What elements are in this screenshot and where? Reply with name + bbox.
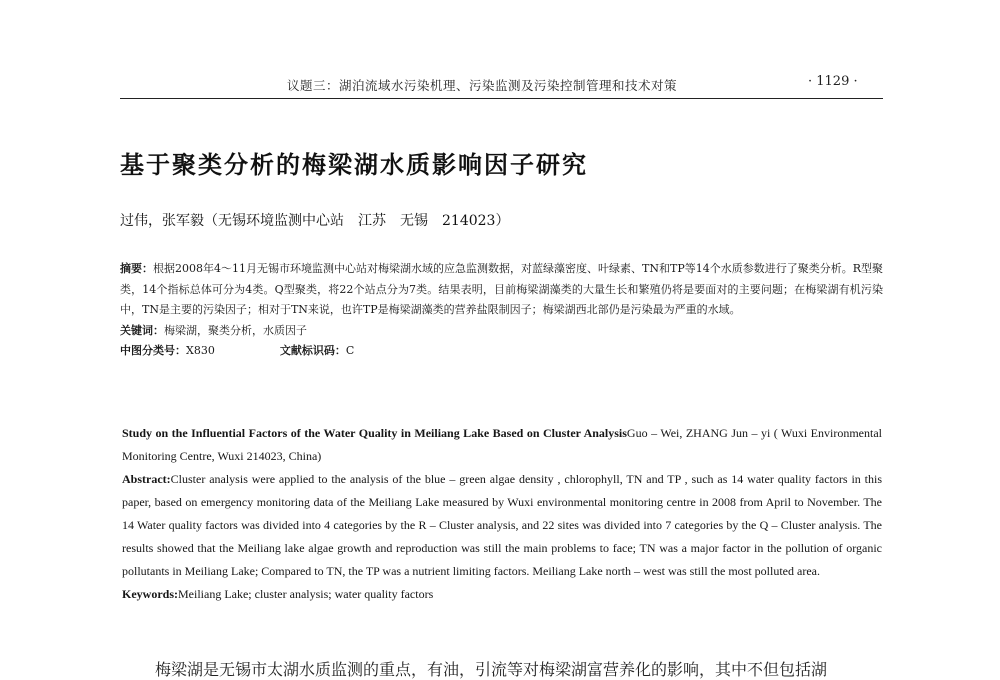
english-keywords	[122, 583, 882, 606]
english-keywords-text: Meiliang Lake; cluster analysis; water quality factors	[178, 587, 434, 601]
chinese-abstract	[120, 259, 883, 321]
abstract-label: 摘要：	[120, 262, 154, 275]
english-abstract	[122, 468, 882, 583]
header-rule	[120, 98, 883, 99]
classification-value: X830	[186, 344, 215, 357]
doc-code-value: C	[345, 344, 355, 357]
classification-line	[120, 341, 883, 362]
page-number: · 1129 ·	[808, 74, 858, 89]
paper-title: 基于聚类分析的梅梁湖水质影响因子研究	[120, 151, 588, 179]
running-header: 议题三：湖泊流域水污染机理、污染监测及污染控制管理和技术对策	[287, 78, 678, 93]
doc-code-label: 文献标识码：	[279, 344, 346, 357]
author-line: 过伟，张军毅（无锡环境监测中心站 江苏 无锡 214023）	[120, 213, 510, 229]
english-title: Study on the Influential Factors of the Water Quality in Meiliang Lake Based on Cluster Analysis	[122, 426, 627, 440]
abstract-text: 根据2008年4～11月无锡市环境监测中心站对梅梁湖水域的应急监测数据，对蓝绿藻密度、叶绿素、TN和TP等14个水质参数进行了聚类分析。R型聚类，14个指标总体可分为4类。Q型聚类，将22个站点分为7类。结果表明，目前梅梁湖藻类的大量生长和繁殖仍将是要面对的主要问题；在梅梁湖有机污染中，TN是主要的污染因子；相对于TN来说，也许TP是梅梁湖藻类的营养盐限制因子；梅梁湖西北部仍是污染最为严重的水域。	[120, 262, 884, 316]
english-authors: Guo – Wei, ZHANG Jun – yi ( Wuxi Environmental Monitoring Centre, Wuxi 214023, China)	[122, 426, 882, 463]
english-abstract-label: Abstract:	[122, 472, 171, 486]
english-title-author	[122, 422, 882, 468]
english-keywords-label: Keywords:	[122, 587, 178, 601]
chinese-abstract-block	[120, 259, 883, 362]
keywords-label: 关键词：	[120, 323, 164, 337]
body-first-line: 梅梁湖是无锡市太湖水质监测的重点，有油，引流等对梅梁湖富营养化的影响，其中不但包括湖	[155, 660, 828, 679]
english-abstract-block	[122, 422, 882, 606]
keywords-text: 梅梁湖，聚类分析，水质因子	[164, 323, 307, 337]
chinese-keywords	[120, 321, 883, 342]
classification-label: 中图分类号：	[120, 344, 186, 357]
english-abstract-text: Cluster analysis were applied to the analysis of the blue – green algae density , chlorophyll, TN and TP , such as 14 water quality factors in this paper, based on emergency monitoring data of the Meiliang Lake measured by Wuxi environmental monitoring centre in 2008 from April to November. The 14 Water quality factors was divided into 4 categories by the R – Cluster analysis, and 22 sites was divided into 7 categories by the Q – Cluster analysis. The results showed that the Meiliang lake algae growth and reproduction was still the main problems to face; TN was a major factor in the pollution of organic pollutants in Meiliang Lake; Compared to TN, the TP was a nutrient limiting factors. Meiliang Lake north – west was still the most polluted area.	[122, 472, 882, 578]
